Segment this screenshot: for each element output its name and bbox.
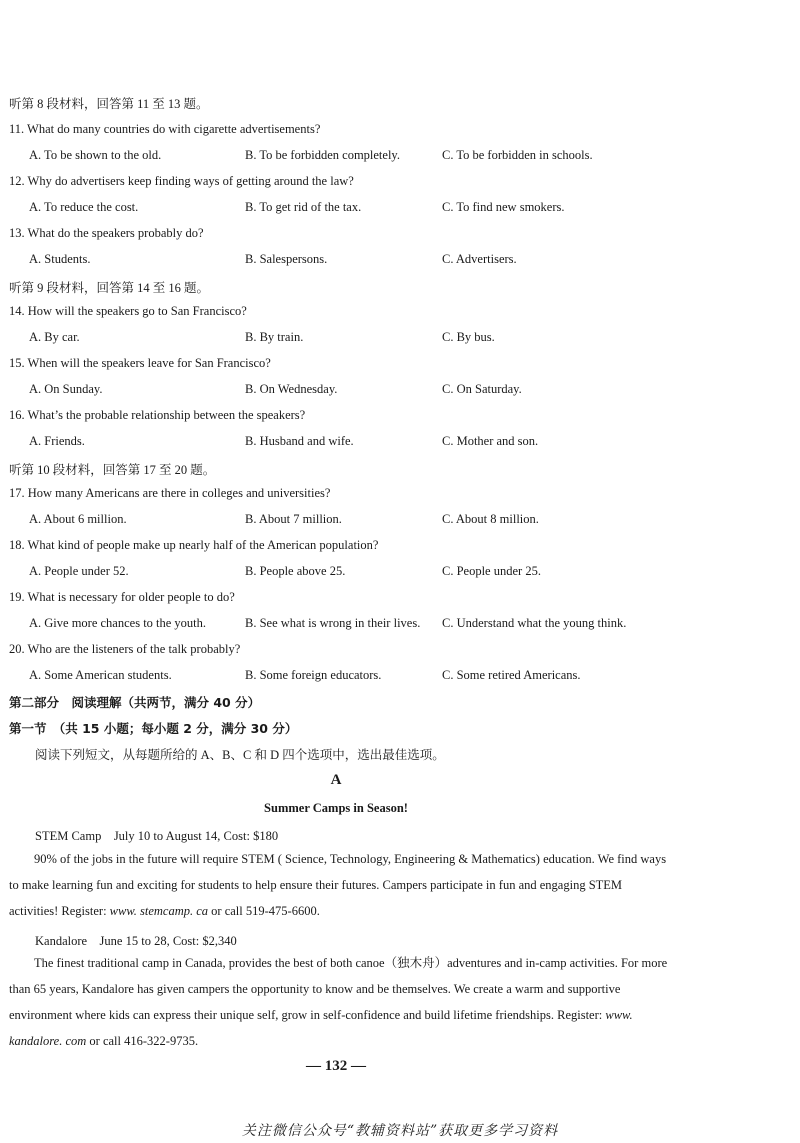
option-14-c: C. By bus.	[442, 330, 495, 344]
option-19-a: A. Give more chances to the youth.	[29, 616, 207, 630]
stem-camp-url: www. stemcamp. ca	[109, 904, 209, 918]
kandalore-text: The finest traditional camp in Canada, provides the best of both canoe（独木舟）adventures and in-camp activities. For more than 65 years, Kandalore has given campers the opportunity to know and be themselves. We create a warm and supportive environment where kids can express their unique self, grow in self-confidence and build lifetime friendships. Register:	[9, 956, 668, 1022]
option-16-a: A. Friends.	[29, 434, 85, 448]
option-13-b: B. Salespersons.	[245, 252, 328, 266]
option-17-c: C. About 8 million.	[442, 512, 539, 526]
option-11-b: B. To be forbidden completely.	[245, 148, 400, 162]
kandalore-paragraph	[9, 950, 669, 1054]
option-19-c: C. Understand what the young think.	[442, 616, 627, 630]
option-13-a: A. Students.	[29, 252, 91, 266]
kandalore-heading: Kandalore June 15 to 28, Cost: $2,340	[35, 934, 237, 948]
option-12-c: C. To find new smokers.	[442, 200, 565, 214]
option-15-b: B. On Wednesday.	[245, 382, 338, 396]
question-17: 17. How many Americans are there in colleges and universities?	[9, 486, 331, 500]
part-two-title: 第二部分 阅读理解（共两节，满分 40 分）	[9, 695, 261, 710]
option-14-a: A. By car.	[29, 330, 80, 344]
option-12-a: A. To reduce the cost.	[29, 200, 139, 214]
option-17-b: B. About 7 million.	[245, 512, 342, 526]
option-15-a: A. On Sunday.	[29, 382, 103, 396]
stem-camp-paragraph	[9, 846, 669, 924]
option-15-c: C. On Saturday.	[442, 382, 522, 396]
option-14-b: B. By train.	[245, 330, 304, 344]
option-11-c: C. To be forbidden in schools.	[442, 148, 593, 162]
listening-note-9: 听第 9 段材料，回答第 14 至 16 题。	[9, 281, 210, 295]
passage-letter: A	[330, 772, 342, 788]
option-17-a: A. About 6 million.	[29, 512, 127, 526]
kandalore-url: www. kandalore. com	[9, 1008, 633, 1048]
stem-camp-text: 90% of the jobs in the future will require STEM ( Science, Technology, Engineering & Mathematics) education. We find ways to make learning fun and exciting for students to help ensure their futures. Campers participate in fun and engaging STEM activities! Register:	[9, 852, 667, 918]
listening-note-8: 听第 8 段材料，回答第 11 至 13 题。	[9, 97, 209, 111]
option-12-b: B. To get rid of the tax.	[245, 200, 362, 214]
passage-title: Summer Camps in Season!	[264, 801, 408, 815]
option-18-c: C. People under 25.	[442, 564, 541, 578]
option-18-b: B. People above 25.	[245, 564, 346, 578]
option-20-a: A. Some American students.	[29, 668, 172, 682]
section-one-title: 第一节 （共 15 小题；每小题 2 分，满分 30 分）	[9, 721, 298, 736]
option-20-b: B. Some foreign educators.	[245, 668, 382, 682]
question-18: 18. What kind of people make up nearly half of the American population?	[9, 538, 379, 552]
option-16-c: C. Mother and son.	[442, 434, 539, 448]
option-16-b: B. Husband and wife.	[245, 434, 354, 448]
question-20: 20. Who are the listeners of the talk probably?	[9, 642, 241, 656]
question-16: 16. What’s the probable relationship between the speakers?	[9, 408, 306, 422]
option-18-a: A. People under 52.	[29, 564, 129, 578]
question-13: 13. What do the speakers probably do?	[9, 226, 204, 240]
stem-camp-phone: or call 519-475-6600.	[208, 904, 320, 918]
question-12: 12. Why do advertisers keep finding ways of getting around the law?	[9, 174, 354, 188]
kandalore-phone: or call 416-322-9735.	[86, 1034, 199, 1048]
reading-instruction: 阅读下列短文，从每题所给的 A、B、C 和 D 四个选项中，选出最佳选项。	[35, 748, 445, 762]
question-19: 19. What is necessary for older people to do?	[9, 590, 235, 604]
question-11: 11. What do many countries do with cigarette advertisements?	[9, 122, 321, 136]
option-13-c: C. Advertisers.	[442, 252, 517, 266]
footer-notice: 关注微信公众号“教辅资料站”获取更多学习资料	[241, 1123, 559, 1139]
option-19-b: B. See what is wrong in their lives.	[245, 616, 421, 630]
stem-camp-heading: STEM Camp July 10 to August 14, Cost: $180	[35, 829, 279, 843]
question-15: 15. When will the speakers leave for San Francisco?	[9, 356, 271, 370]
option-20-c: C. Some retired Americans.	[442, 668, 581, 682]
page-number: — 132 —	[306, 1058, 366, 1074]
option-11-a: A. To be shown to the old.	[29, 148, 162, 162]
question-14: 14. How will the speakers go to San Francisco?	[9, 304, 247, 318]
listening-note-10: 听第 10 段材料，回答第 17 至 20 题。	[9, 463, 216, 477]
